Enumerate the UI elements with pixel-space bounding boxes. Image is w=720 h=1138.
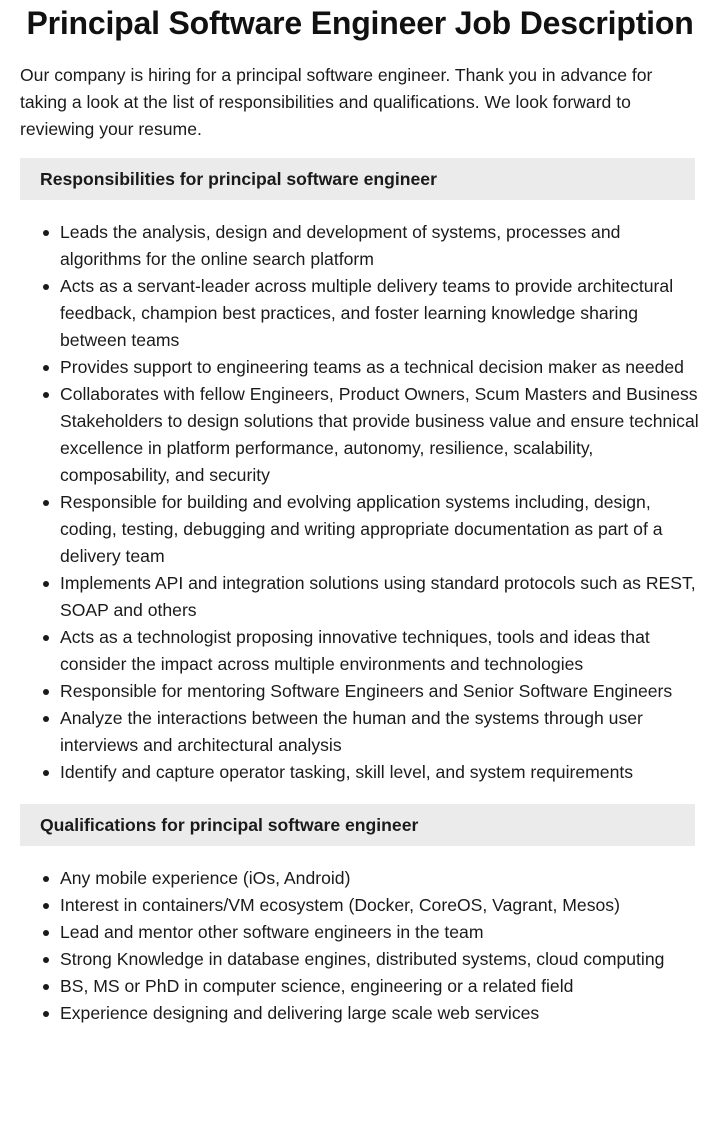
list-item: Implements API and integration solutions using standard protocols such as REST, SOAP and others xyxy=(60,570,700,624)
list-item: Any mobile experience (iOs, Android) xyxy=(60,865,700,892)
list-item: Responsible for mentoring Software Engineers and Senior Software Engineers xyxy=(60,678,700,705)
list-item: Acts as a servant-leader across multiple delivery teams to provide architectural feedback, champion best practices, and foster learning knowledge sharing between teams xyxy=(60,273,700,354)
list-item: Interest in containers/VM ecosystem (Docker, CoreOS, Vagrant, Mesos) xyxy=(60,892,700,919)
list-item: Collaborates with fellow Engineers, Product Owners, Scum Masters and Business Stakeholders to design solutions that provide business value and ensure technical excellence in platform performance, autonomy, resilience, scalability, composability, and security xyxy=(60,381,700,489)
list-item: Provides support to engineering teams as a technical decision maker as needed xyxy=(60,354,700,381)
intro-paragraph: Our company is hiring for a principal software engineer. Thank you in advance for taking a look at the list of responsibilities and qualifications. We look forward to reviewing your resume. xyxy=(20,65,653,139)
responsibilities-list xyxy=(20,219,700,786)
list-item: Lead and mentor other software engineers in the team xyxy=(60,919,700,946)
list-item: Acts as a technologist proposing innovative techniques, tools and ideas that consider the impact across multiple environments and technologies xyxy=(60,624,700,678)
list-item: Experience designing and delivering large scale web services xyxy=(60,1000,700,1027)
page-title: Principal Software Engineer Job Description xyxy=(26,5,694,41)
list-item: Leads the analysis, design and development of systems, processes and algorithms for the online search platform xyxy=(60,219,700,273)
list-item: BS, MS or PhD in computer science, engineering or a related field xyxy=(60,973,700,1000)
qualifications-heading: Qualifications for principal software engineer xyxy=(20,804,695,846)
list-item: Analyze the interactions between the human and the systems through user interviews and architectural analysis xyxy=(60,705,700,759)
list-item: Identify and capture operator tasking, skill level, and system requirements xyxy=(60,759,700,786)
responsibilities-heading: Responsibilities for principal software engineer xyxy=(20,158,695,200)
qualifications-list xyxy=(20,865,700,1027)
list-item: Responsible for building and evolving application systems including, design, coding, testing, debugging and writing appropriate documentation as part of a delivery team xyxy=(60,489,700,570)
list-item: Strong Knowledge in database engines, distributed systems, cloud computing xyxy=(60,946,700,973)
